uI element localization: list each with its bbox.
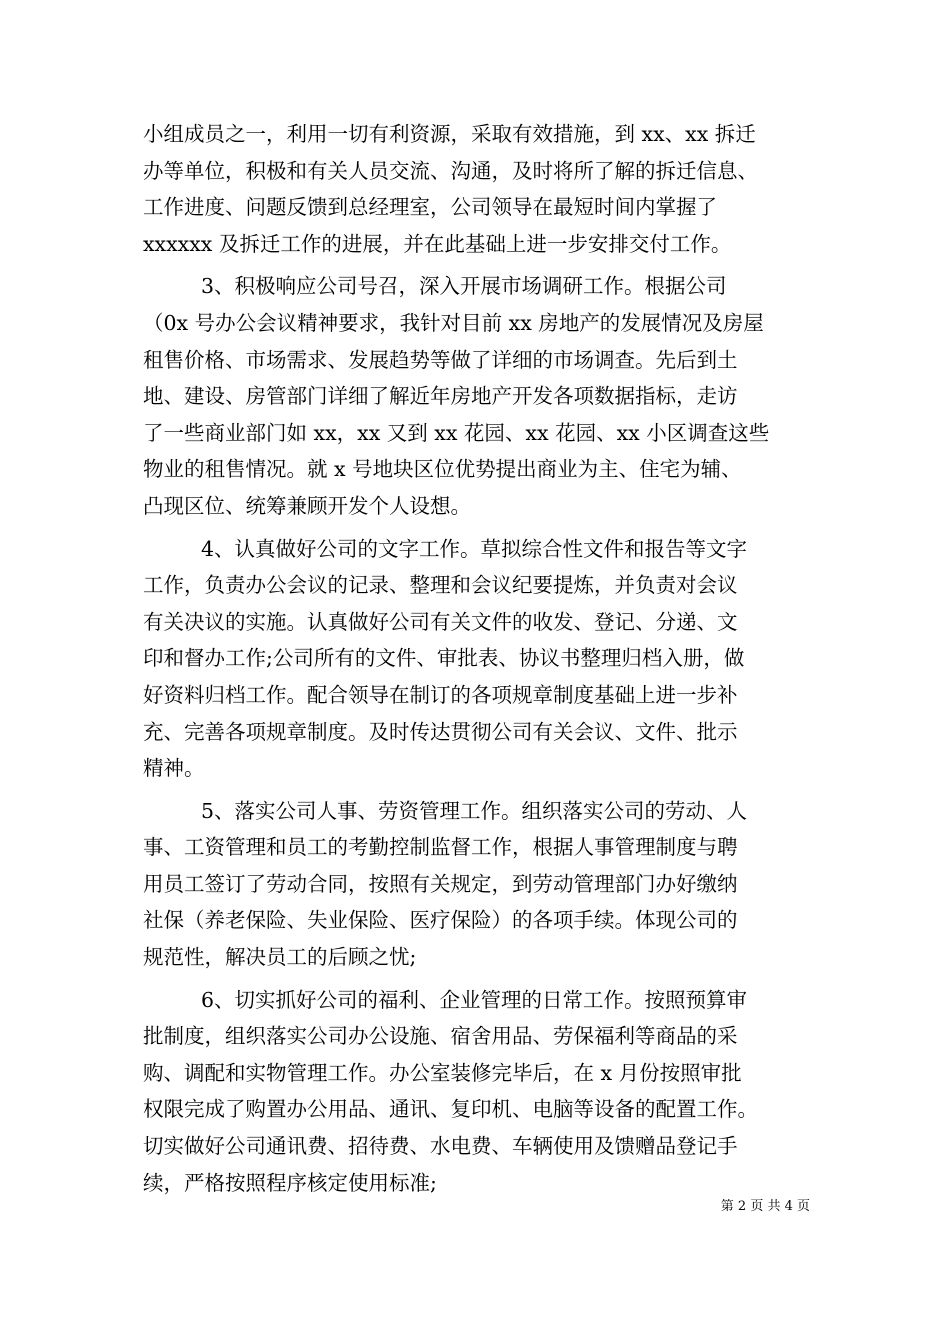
text-line: 工作，负责办公会议的记录、整理和会议纪要提炼，并负责对会议 [143, 573, 738, 598]
text-line: 4、认真做好公司的文字工作。草拟综合性文件和报告等文字 [201, 536, 748, 561]
text-line: 事、工资管理和员工的考勤控制监督工作，根据人事管理制度与聘 [143, 835, 738, 860]
text-line: 5、落实公司人事、劳资管理工作。组织落实公司的劳动、人 [201, 798, 748, 823]
text-line: 购、调配和实物管理工作。办公室装修完毕后，在 x 月份按照审批 [143, 1060, 742, 1085]
page-footer [0, 1198, 810, 1216]
paragraph-5 [143, 793, 815, 976]
text-line: 工作进度、问题反馈到总经理室，公司领导在最短时间内掌握了 [143, 195, 717, 220]
text-line: 办等单位，积极和有关人员交流、沟通，及时将所了解的拆迁信息、 [143, 158, 758, 183]
text-line: 批制度，组织落实公司办公设施、宿舍用品、劳保福利等商品的采 [143, 1024, 738, 1049]
text-line: 社保（养老保险、失业保险、医疗保险）的各项手续。体现公司的 [143, 908, 738, 933]
paragraph-3 [143, 268, 815, 524]
text-line: 凸现区位、统筹兼顾开发个人设想。 [143, 493, 471, 518]
paragraph-6 [143, 982, 815, 1202]
paragraph-intro [143, 116, 815, 262]
text-line: 精神。 [143, 756, 205, 781]
text-line: 了一些商业部门如 xx，xx 又到 xx 花园、xx 花园、xx 小区调查这些 [143, 420, 770, 445]
text-line: （0x 号办公会议精神要求，我针对目前 xx 房地产的发展情况及房屋 [143, 310, 764, 335]
text-line: xxxxxx 及拆迁工作的进展，并在此基础上进一步安排交付工作。 [143, 231, 732, 256]
text-line: 规范性，解决员工的后顾之忧; [143, 945, 417, 970]
text-line: 3、积极响应公司号召，深入开展市场调研工作。根据公司 [201, 274, 727, 299]
text-line: 租售价格、市场需求、发展趋势等做了详细的市场调查。先后到土 [143, 347, 738, 372]
text-line: 切实做好公司通讯费、招待费、水电费、车辆使用及馈赠品登记手 [143, 1134, 738, 1159]
text-line: 物业的租售情况。就 x 号地块区位优势提出商业为主、住宅为辅、 [143, 457, 742, 482]
text-line: 印和督办工作;公司所有的文件、审批表、协议书整理归档入册，做 [143, 646, 745, 671]
text-line: 充、完善各项规章制度。及时传达贯彻公司有关会议、文件、批示 [143, 719, 738, 744]
text-line: 有关决议的实施。认真做好公司有关文件的收发、登记、分递、文 [143, 609, 738, 634]
text-line: 续，严格按照程序核定使用标准; [143, 1170, 437, 1195]
page-number: 第 2 页 共 4 页 [720, 1199, 810, 1214]
text-line: 小组成员之一，利用一切有利资源，采取有效措施，到 xx、xx 拆迁 [143, 122, 756, 146]
text-line: 好资料归档工作。配合领导在制订的各项规章制度基础上进一步补 [143, 682, 738, 707]
paragraph-4 [143, 531, 815, 787]
text-line: 权限完成了购置办公用品、通讯、复印机、电脑等设备的配置工作。 [143, 1097, 758, 1122]
text-line: 地、建设、房管部门详细了解近年房地产开发各项数据指标，走访 [143, 384, 738, 409]
text-line: 用员工签订了劳动合同，按照有关规定，到劳动管理部门办好缴纳 [143, 871, 738, 896]
document-body [143, 116, 815, 1201]
text-line: 6、切实抓好公司的福利、企业管理的日常工作。按照预算审 [201, 987, 748, 1012]
